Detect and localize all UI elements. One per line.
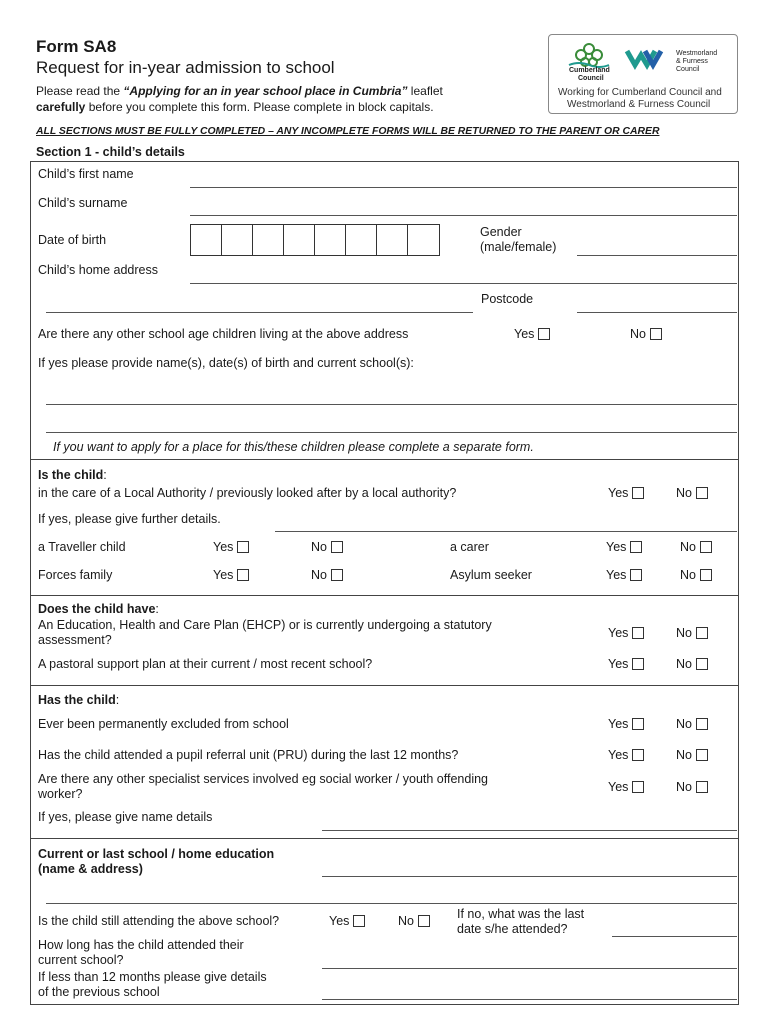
yes-checkbox[interactable] (237, 541, 249, 553)
forces-label: Forces family (38, 568, 113, 582)
yes-checkbox[interactable] (632, 487, 644, 499)
section-top-rule (30, 161, 739, 162)
traveller-yes[interactable]: Yes (213, 540, 249, 554)
home-address-label: Child’s home address (38, 263, 158, 277)
does-child-heading: Does the child have: (38, 602, 159, 616)
still-attending-yes[interactable]: Yes (329, 914, 365, 928)
surname-field[interactable] (190, 215, 737, 216)
other-children-field-1[interactable] (46, 404, 737, 405)
dob-digit-box[interactable] (346, 225, 377, 255)
council-logo (548, 34, 738, 114)
no-checkbox[interactable] (650, 328, 662, 340)
first-name-label: Child’s first name (38, 167, 134, 181)
carer-no[interactable]: No (680, 540, 712, 554)
pru-no[interactable]: No (676, 748, 708, 762)
westmorland-name: Westmorland & Furness Council (676, 50, 718, 73)
previous-school-field[interactable] (322, 999, 737, 1000)
ehcp-question: An Education, Health and Care Plan (EHCP) or is currently undergoing a statutory assessment? (38, 618, 492, 647)
excluded-yes[interactable]: Yes (608, 717, 644, 731)
no-checkbox[interactable] (696, 781, 708, 793)
yes-checkbox[interactable] (632, 718, 644, 730)
gender-label: Gender (male/female) (480, 225, 557, 254)
last-date-field[interactable] (612, 936, 737, 937)
carer-label: a carer (450, 540, 489, 554)
no-checkbox[interactable] (696, 627, 708, 639)
traveller-no[interactable]: No (311, 540, 343, 554)
excluded-no[interactable]: No (676, 717, 708, 731)
page-title: Request for in-year admission to school (36, 58, 335, 77)
westmorland-wave-icon (627, 51, 661, 65)
surname-label: Child’s surname (38, 196, 128, 210)
specialist-question: Are there any other specialist services involved eg social worker / youth offending worker? (38, 772, 489, 801)
pastoral-question: A pastoral support plan at their current / most recent school? (38, 657, 373, 671)
home-address-field-1[interactable] (190, 283, 737, 284)
warning-text: ALL SECTIONS MUST BE FULLY COMPLETED – ANY INCOMPLETE FORMS WILL BE RETURNED TO THE PARENT OR CARER (36, 126, 660, 137)
postcode-label: Postcode (481, 292, 534, 306)
how-long-label: How long has the child attended their current school? (38, 938, 244, 967)
postcode-field[interactable] (577, 312, 737, 313)
leaflet-title: “Applying for an in year school place in Cumbria” (123, 84, 408, 98)
no-checkbox[interactable] (696, 718, 708, 730)
yes-checkbox[interactable] (538, 328, 550, 340)
excluded-question: Ever been permanently excluded from school (38, 717, 289, 731)
intro-emphasis: carefully (36, 100, 86, 114)
no-checkbox[interactable] (331, 541, 343, 553)
intro-text: before you complete this form. Please complete in block capitals. (85, 100, 434, 114)
pru-yes[interactable]: Yes (608, 748, 644, 762)
yes-checkbox[interactable] (237, 569, 249, 581)
form-frame (30, 161, 739, 1005)
section-rule (30, 459, 739, 460)
previous-school-label: If less than 12 months please give details of the previous school (38, 970, 267, 999)
forces-yes[interactable]: Yes (213, 568, 249, 582)
further-details-field[interactable] (275, 531, 737, 532)
dob-digit-box[interactable] (315, 225, 346, 255)
intro-line-2 (36, 100, 434, 114)
other-children-question: Are there any other school age children living at the above address (38, 327, 409, 341)
dob-digit-box[interactable] (377, 225, 408, 255)
no-checkbox[interactable] (418, 915, 430, 927)
care-question: in the care of a Local Authority / previously looked after by a local authority? (38, 486, 457, 500)
other-children-no[interactable]: No (630, 327, 662, 341)
no-checkbox[interactable] (696, 487, 708, 499)
other-children-field-2[interactable] (46, 432, 737, 433)
first-name-field[interactable] (190, 187, 737, 188)
no-checkbox[interactable] (696, 749, 708, 761)
no-checkbox[interactable] (331, 569, 343, 581)
last-date-label: If no, what was the last date s/he attended? (457, 907, 585, 936)
intro-text: leaflet (407, 84, 443, 98)
form-code: Form SA8 (36, 37, 117, 56)
other-children-details-label: If yes please provide name(s), date(s) of birth and current school(s): (38, 356, 414, 370)
section-rule (30, 685, 739, 686)
home-address-field-2[interactable] (46, 312, 473, 313)
separate-form-note: If you want to apply for a place for this/these children please complete a separate form. (53, 440, 534, 454)
dob-digit-box[interactable] (191, 225, 222, 255)
care-yes[interactable]: Yes (608, 486, 644, 500)
yes-checkbox[interactable] (632, 781, 644, 793)
intro-line-1 (36, 84, 443, 98)
dob-digit-box[interactable] (222, 225, 253, 255)
still-attending-question: Is the child still attending the above school? (38, 914, 280, 928)
forces-no[interactable]: No (311, 568, 343, 582)
yes-checkbox[interactable] (353, 915, 365, 927)
traveller-label: a Traveller child (38, 540, 126, 554)
dob-field[interactable] (190, 224, 440, 256)
dob-label: Date of birth (38, 233, 107, 247)
no-checkbox[interactable] (696, 658, 708, 670)
ehcp-no[interactable]: No (676, 626, 708, 640)
is-child-heading: Is the child: (38, 468, 107, 482)
section-1-heading: Section 1 - child’s details (36, 145, 185, 159)
cumberland-council: Council (578, 75, 604, 82)
asylum-label: Asylum seeker (450, 568, 532, 582)
asylum-no[interactable]: No (680, 568, 712, 582)
school-heading: Current or last school / home education (name & address) (38, 847, 275, 876)
school-address-field[interactable] (46, 903, 737, 904)
cumberland-name: Cumberland (569, 67, 610, 74)
dob-digit-box[interactable] (408, 225, 439, 255)
cumberland-flower-icon (569, 44, 609, 67)
intro-text: Please read the (36, 84, 124, 98)
has-child-heading: Has the child: (38, 693, 120, 707)
gender-field[interactable] (577, 255, 737, 256)
dob-digit-box[interactable] (284, 225, 315, 255)
no-checkbox[interactable] (700, 541, 712, 553)
pastoral-no[interactable]: No (676, 657, 708, 671)
school-name-field[interactable] (322, 876, 737, 877)
further-details-label: If yes, please give further details. (38, 512, 221, 526)
specialist-yes[interactable]: Yes (608, 780, 644, 794)
pastoral-yes[interactable]: Yes (608, 657, 644, 671)
yes-checkbox[interactable] (632, 658, 644, 670)
care-no[interactable]: No (676, 486, 708, 500)
still-attending-no[interactable]: No (398, 914, 430, 928)
no-checkbox[interactable] (700, 569, 712, 581)
yes-checkbox[interactable] (632, 627, 644, 639)
yes-checkbox[interactable] (630, 541, 642, 553)
section-rule (30, 838, 739, 839)
yes-checkbox[interactable] (630, 569, 642, 581)
specialist-no[interactable]: No (676, 780, 708, 794)
yes-checkbox[interactable] (632, 749, 644, 761)
logo-caption-1: Working for Cumberland Council and (558, 87, 722, 98)
pru-question: Has the child attended a pupil referral unit (PRU) during the last 12 months? (38, 748, 459, 762)
name-details-label: If yes, please give name details (38, 810, 213, 824)
carer-yes[interactable]: Yes (606, 540, 642, 554)
how-long-field[interactable] (322, 968, 737, 969)
logo-caption-2: Westmorland & Furness Council (567, 99, 711, 110)
dob-digit-box[interactable] (253, 225, 284, 255)
name-details-field[interactable] (322, 830, 737, 831)
other-children-yes[interactable]: Yes (514, 327, 550, 341)
asylum-yes[interactable]: Yes (606, 568, 642, 582)
section-rule (30, 595, 739, 596)
ehcp-yes[interactable]: Yes (608, 626, 644, 640)
